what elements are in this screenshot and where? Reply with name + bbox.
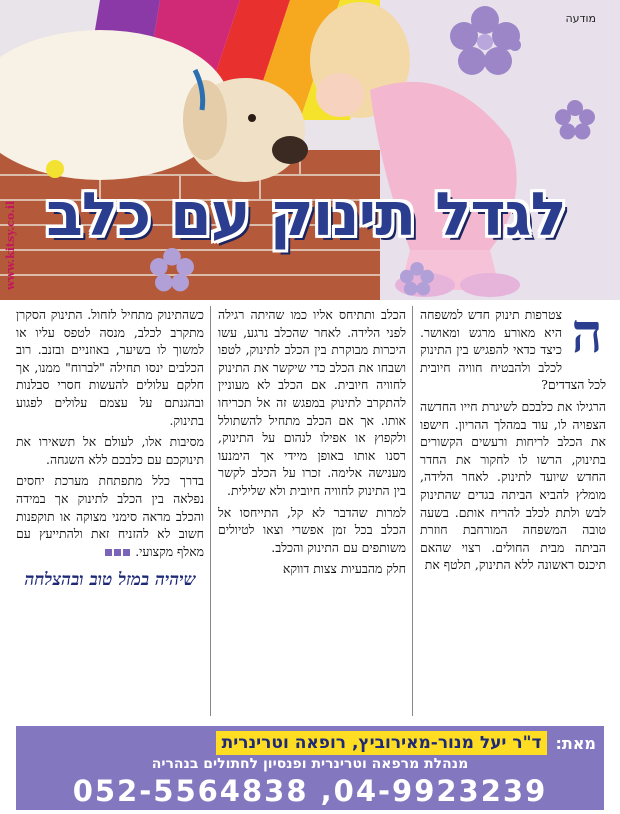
- article-body: [16, 306, 606, 722]
- paragraph: מסיבות אלו, לעולם אל תשאירו את תינוקכם עם כלבכם ללא השגחה.: [16, 434, 204, 467]
- article-column-left: [16, 306, 204, 718]
- article-column-right: [420, 306, 606, 718]
- hero-photo: [0, 0, 620, 300]
- signoff: שיהיה במזל טוב ובהצלחה: [24, 570, 196, 591]
- paragraph: למרות שהדבר לא קל, התייחסו אל הכלב בכל זמן אפשרי וצאו לטיולים משותפים עם התינוק והכלב.: [218, 504, 406, 555]
- star-icon: [44, 158, 66, 180]
- dots-decoration: [104, 543, 131, 561]
- author-subtitle: מנהלת מרפאה וטרינרית ופנסיון לחתולים בנהריה: [151, 756, 469, 772]
- author-footer: [16, 726, 604, 810]
- author-name: ד"ר יעל מנור-מאירוביץ, רופאה וטרינרית: [216, 731, 548, 755]
- paragraph: כשהתינוק מתחיל לזחול. התינוק הסקרן מתקרב לכלב, מנסה לטפס עליו או למשוך לו בשיער, באוזניים ובזנב. רוב הכלבים ינסו תחילה "לברוח" ממנו, אך חלקם עלולים להעשות חסרי סבלנות ובהגנתם על עצמם עלולים לפגוע בתינוק.: [16, 307, 204, 428]
- website-url[interactable]: www.kitsy.co.il: [4, 200, 17, 290]
- from-label: מאת:: [555, 733, 596, 753]
- flower-icon: [150, 248, 194, 292]
- paragraph: חלק מהבעיות צצות דווקא: [282, 561, 406, 577]
- ad-label: מודעה: [565, 12, 596, 25]
- paragraph: צטרפות תינוק חדש למשפחה היא מאורע מרגש ומאושר. כיצד כדאי להפגיש בין התינוק לכלב ולהבטיח חוויה חיובית לכל הצדדים?: [420, 307, 606, 393]
- headline: לגדל תינוק עם כלב: [46, 180, 566, 250]
- toddler-illustration: [300, 0, 580, 300]
- paragraph: בדרך כלל מתפתחת מערכת יחסים נפלאה בין הכלב לתינוק אך במידה והכלב מראה סימני מצוקה או תוקפנות חשוב לא להזניח זאת ולהתייעץ עם מאלף מקצועי.: [16, 473, 204, 559]
- column-divider: [210, 306, 211, 716]
- column-divider: [412, 306, 413, 716]
- author-row: [216, 731, 596, 755]
- flower-icon: [400, 262, 434, 296]
- phone-numbers[interactable]: 052-5564838 ,04-9923239: [72, 774, 548, 808]
- paragraph: הכלב ותתיחס אליו כמו שהיתה רגילה לפני הלידה. לאחר שהכלב נרגע, עשו היכרות מבוקרת בין הכלב לתינוק, לטפו ושבחו את הכלב כדי שיקשר את התינוק לחוויה חיובית. אם הכלב לא מעוניין להתקרב לתינוק במפגש זה אל תכריחו אותו. אך אם הכלב מתחיל להשתולל ולקפוץ או אפילו לנהום על התינוק, רסנו אותו באופן מיידי אך הימנעו מענישה אלימה. זכרו על הכלב לקשר בין התינוק לחוויה חיובית ולא שלילית.: [218, 307, 406, 498]
- dropcap-letter: ה: [571, 306, 603, 365]
- flower-icon: [450, 6, 520, 76]
- flower-icon: [555, 100, 595, 140]
- paragraph: הרגילו את כלבכם לשיגרת חייו החדשה הצפויה לו, עוד במהלך ההריון. חישפו את הכלב לריחות ורעשים הקשורים בתינוק, הרשו לו לחקור את החדר החדש שיועד לתינוק. לאחר הלידה, מומלץ להביא הביתה בגדים שהתינוק לבש ולתת לכלב להריח אותם. בשעה טובה המשפחה המורחבת חוזרת הביתה מבית החולים. רצוי שהאם תיכנס ראשונה ללא התינוק, תלטף את: [420, 398, 606, 573]
- article-column-middle: [218, 306, 406, 718]
